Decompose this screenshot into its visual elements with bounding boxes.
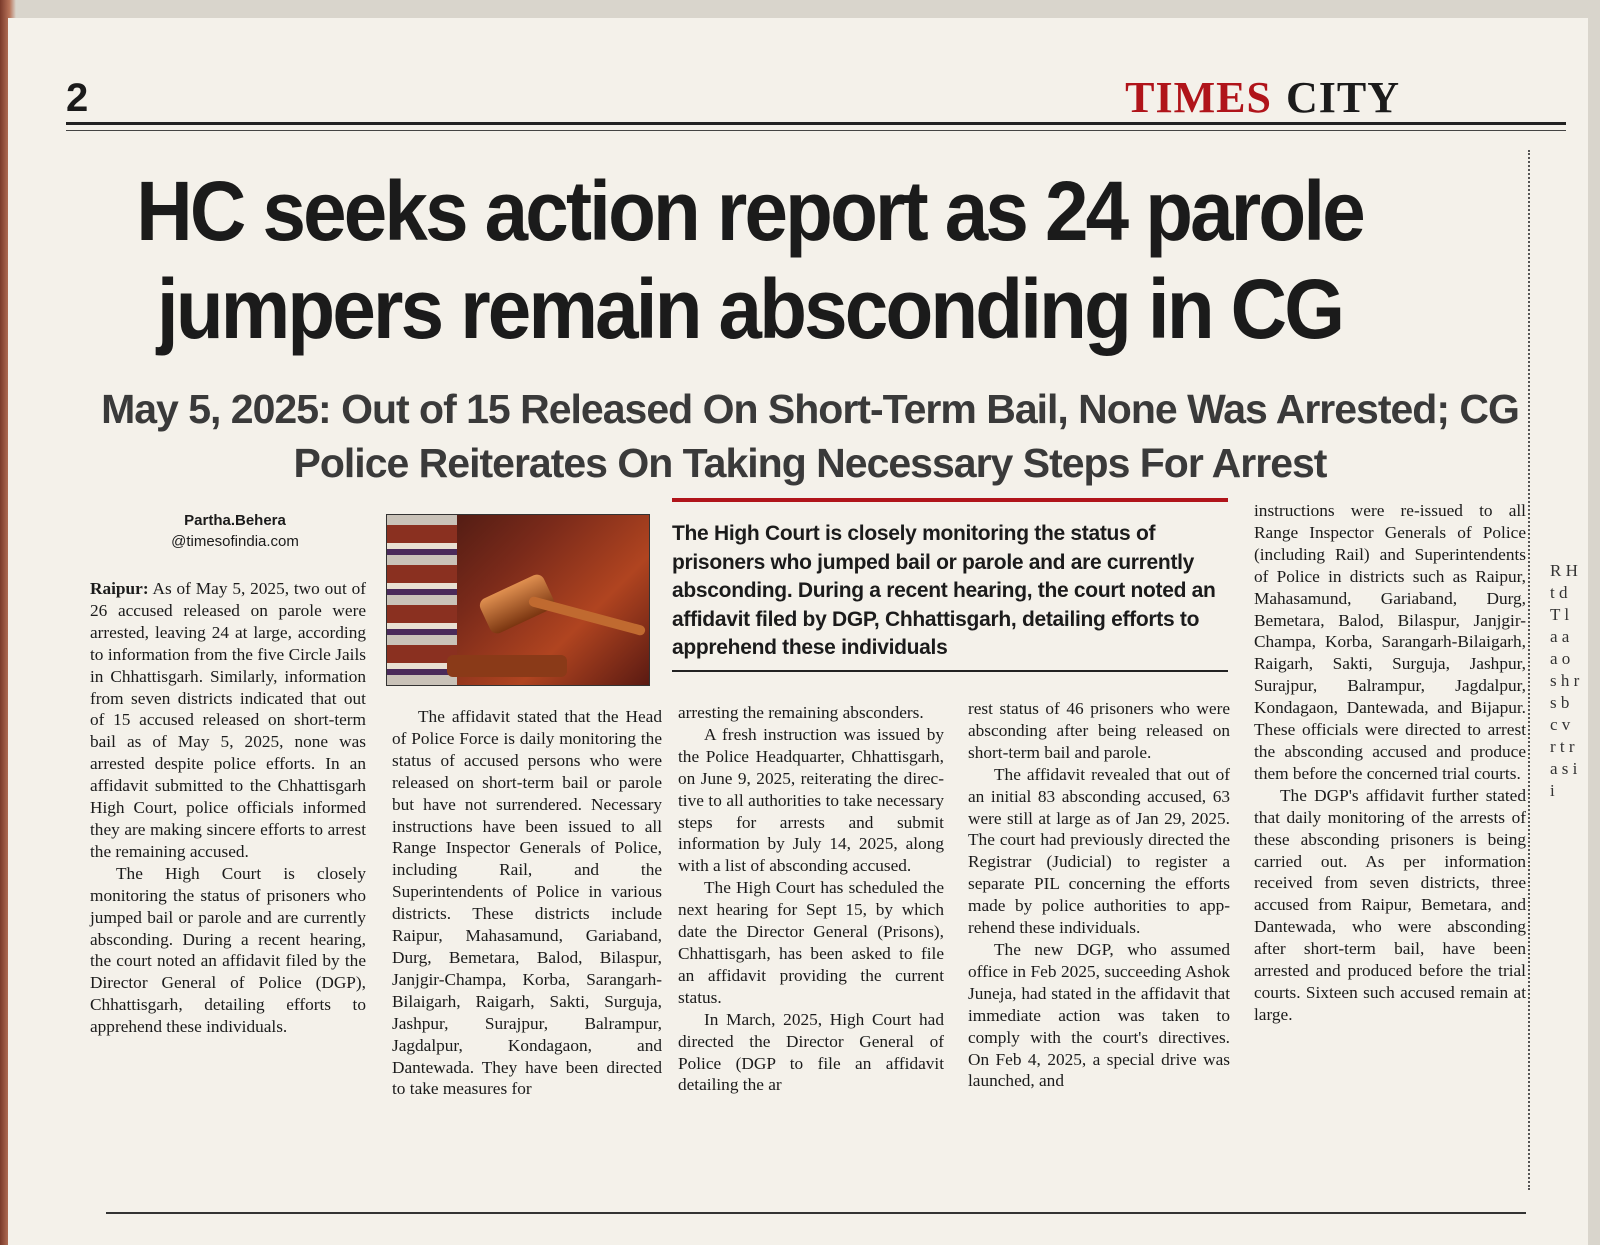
byline-handle: @timesofindia.com [171, 533, 299, 550]
article-paragraph: The affidavit revealed that out of an initial 83 absconding accused, 63 were still at large as of Jan 29, 2025. The court had previously directed the Registrar (Judicial) to register a separate PIL concerning the efforts made by police authorities to apprehend these individuals. [968, 764, 1230, 938]
bottom-rule [106, 1212, 1526, 1214]
gavel-photo [386, 514, 650, 686]
pull-quote-bottom-rule [672, 670, 1228, 672]
gavel-block-icon [447, 655, 567, 677]
article-paragraph: The affidavit stated that the Head of Police Force is daily monitoring the status of accused persons who were released on short-term bail or parole but have not surrendered. Necessary instructions have been issued to all Range Inspector Generals of Police, including Rail, and the Superintendents of Police in various districts. These districts include Raipur, Mahasamund, Gariaband, Durg, Bemetara, Balod, Bilaspur, Janjgir-Champa, Korba, Sarangarh-Bilaigarh, Raigarh, Sakti, Surguja, Jashpur, Surajpur, Balrampur, Jagdalpur, Kondagaon, and Dantewada. They have been directed to take measures for [392, 707, 662, 1099]
subheadline: May 5, 2025: Out of 15 Released On Short-Term Bail, None Was Arrested; CG Police Reiterates On Taking Necessary Steps For Arrest [101, 386, 1519, 486]
article-paragraph: The High Court is closely monitoring the status of prisoners who jumped bail or parole and are currently absconding. During a recent hearing, the court noted an affidavit filed by the Director General of Police (DGP), Chhattisgarh, detailing efforts to apprehend these individuals. [90, 863, 366, 1037]
headline: HC seeks action report as 24 parole jumpers remain absconding in CG [136, 164, 1363, 356]
byline [90, 512, 380, 550]
header-rule [66, 122, 1566, 125]
article-paragraph [90, 578, 366, 863]
pull-quote-top-rule [672, 498, 1228, 502]
section-header [1125, 72, 1400, 123]
article-paragraph: instructions were re-issued to all Range Inspector Generals of Police (including Rail) and Superintendents of Police in districts such as Raipur, Mahasamund, Gariaband, Durg, Bemetara, Balod, Bilaspur, Janjgir-Champa, Korba, Sarangarh-Bilaigarh, Raigarh, Sakti, Surguja, Jashpur, Surajpur, Balrampur, Jagdalpur, Kondagaon, Dantewada, and Bijapur. These officials were directed to arrest the absconding accused and produce them before the concerned trial courts. [1254, 501, 1526, 783]
section-times: TIMES [1125, 73, 1272, 122]
pull-quote: The High Court is closely monitoring the status of prisoners who jumped bail or parole and are currently absconding. During a recent hearing, the court noted an affidavit filed by DGP, Chhattisgarh, detailing efforts to apprehend these individuals [672, 522, 1216, 659]
dateline: Raipur: [90, 579, 149, 598]
article-column-5 [1254, 500, 1526, 1026]
section-city: CITY [1285, 73, 1400, 122]
header-rule-thin [66, 130, 1566, 131]
article-paragraph: A fresh instruction was issued by the Police Headquarter, Chhattisgarh, on June 9, 2025, reiterating the directive to all authorities to take necessary steps for arrests and submit information by July 14, 2025, along with a list of absconding accused. [678, 724, 944, 876]
column-divider-dotted [1528, 150, 1530, 1190]
gavel-handle-icon [528, 596, 646, 637]
paragraph-text: As of May 5, 2025, two out of 26 accused released on parole were arrested, leaving 24 at large, according to information from the five Circle Jails in Chhattisgarh. Similarly, information from seven districts indicated that out of 15 accused released on short-term bail as of May 5, 2025, none was arrested despite police efforts. In an affidavit submitted to the Chhattisgarh High Court, police officials informed they are making sincere efforts to arrest the remaining accused. [90, 579, 366, 861]
article-paragraph: rest status of 46 prisoners who were absconding after being released on short-term bail and parole. [968, 699, 1230, 762]
article-paragraph: The DGP's affidavit further stated that daily monitoring of the arrests of these absconding prisoners is being carried out. As per information received from seven districts, three accused from Raipur, Bemetara, and Dantewada, who were absconding after short-term bail, have been arrested and produced before the trial courts. Sixteen such accused remain at large. [1254, 785, 1526, 1024]
article-column-4 [968, 698, 1230, 1092]
article-paragraph: In March, 2025, High Court had directed the Director General of Police (DGP to file an affidavit detailing the ar [678, 1009, 944, 1095]
page-number: 2 [66, 76, 89, 120]
adjacent-article-fragment: R H t d T l a a a o s h r s b c v r t r a s i i [1550, 561, 1580, 800]
article-paragraph: arresting the remaining absconders. [678, 703, 924, 722]
article-paragraph: The new DGP, who assumed office in Feb 2025, succeeding Ashok Juneja, had stated in the affidavit that immediate action was taken to comply with the court's directives. On Feb 4, 2025, a special drive was launched, and [968, 939, 1230, 1091]
article-column-2 [392, 706, 662, 1100]
article-column-3 [678, 702, 944, 1096]
byline-author: Partha.Behera [184, 512, 286, 529]
article-column-1 [90, 578, 366, 1038]
article-paragraph: The High Court has scheduled the next hearing for Sept 15, by which date the Director General (Prisons), Chhattisgarh, has been asked to file an affidavit providing the current status. [678, 878, 944, 1007]
